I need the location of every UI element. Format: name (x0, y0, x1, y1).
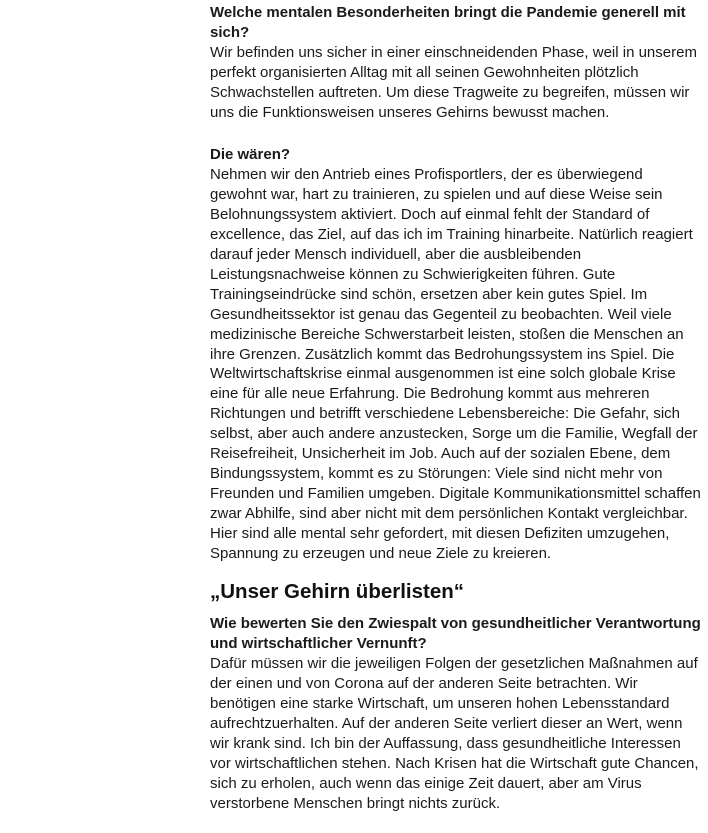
section-subheading: „Unser Gehirn überlisten“ (210, 580, 465, 604)
interview-answer: Dafür müssen wir die jeweiligen Folgen der gesetzlichen Maßnahmen auf der einen und von Corona auf der anderen Seite betrachten. Wir benötigen eine starke Wirtschaft, um unseren hohen Lebensstandard aufrechtzuerhalten. Auf der anderen Seite verliert dieser an Wert, wenn wir krank sind. Ich bin der Auffassung, dass gesundheitliche Interessen vor wirtschaftlichen stehen. Nach Krisen hat die Wirtschaft gute Chancen, sich zu erholen, auch wenn das einige Zeit dauert, aber am Virus verstorbene Menschen bringt nichts zurück. (210, 655, 699, 812)
interview-question: Welche mentalen Besonderheiten bringt die Pandemie generell mit sich? (210, 4, 686, 41)
interview-question: Die wären? (210, 146, 291, 164)
interview-answer: Nehmen wir den Antrieb eines Profisportlers, der es überwiegend gewohnt war, hart zu trainieren, zu spielen und auf diese Weise sein Belohnungssystem aktiviert. Doch auf einmal fehlt der Standard of excellence, das Ziel, auf das ich im Training hinarbeite. Natürlich reagiert darauf jeder Mensch individuell, aber die ausbleibenden Leistungsnachweise können zu Schwierigkeiten führen. Gute Trainingseindrücke sind schön, ersetzen aber kein gutes Spiel. Im Gesundheitssektor ist genau das Gegenteil zu beobachten. Weil viele medizinische Bereiche Schwerstarbeit leisten, stoßen die Menschen an ihre Grenzen. Zusätzlich kommt das Bedrohungssystem ins Spiel. Die Weltwirtschaftskrise einmal ausgenommen ist eine solch globale Krise eine für alle neue Erfahrung. Die Bedrohung kommt aus mehreren Richtungen und betrifft verschiedene Lebensbereiche: Die Gefahr, sich selbst, aber auch andere anzustecken, Sorge um die Familie, Wegfall der Reisefreiheit, Unsicherheit im Job. Auch auf der sozialen Ebene, dem Bindungssystem, kommt es zu Störungen: Viele sind nicht mehr von Freunden und Familien umgeben. Digitale Kommunikationsmittel schaffen zwar Abhilfe, sind aber nicht mit dem persönlichen Kontakt vergleichbar. Hier sind alle mental sehr gefordert, mit diesen Defiziten umzugehen, Spannung zu erzeugen und neue Ziele zu kreieren. (210, 166, 701, 562)
interview-question: Wie bewerten Sie den Zwiespalt von gesundheitlicher Verantwortung und wirtschaftlicher Vernunft? (210, 615, 701, 653)
paragraph-spacer (210, 122, 702, 142)
article-body (210, 0, 702, 814)
interview-answer: Wir befinden uns sicher in einer einschneidenden Phase, weil in unserem perfekt organisierten Alltag mit all seinen Gewohnheiten plötzlich Schwachstellen auftreten. Um diese Tragweite zu begreifen, müssen wir uns die Funktionsweisen unseres Gehirns bewusst machen. (210, 43, 697, 121)
